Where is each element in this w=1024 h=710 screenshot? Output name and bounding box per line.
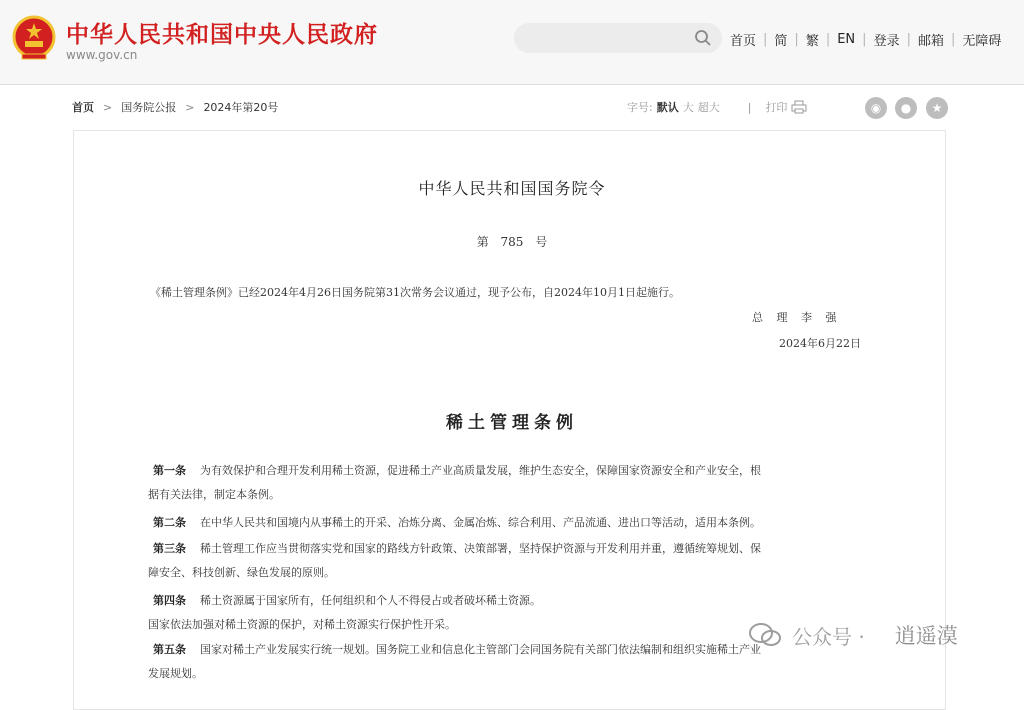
signatory: 总 理 李 强	[752, 311, 837, 324]
font-size-default[interactable]: 默认	[656, 101, 679, 114]
nav-divider: |	[794, 32, 799, 47]
nav-login[interactable]: 登录	[873, 34, 900, 49]
font-size-label: 字号:	[627, 101, 653, 114]
tools-divider: |	[747, 100, 752, 114]
site-header	[0, 0, 1024, 85]
watermark-account: 逍遥漠	[894, 624, 958, 648]
nav-divider: |	[825, 32, 831, 47]
article-1	[148, 459, 893, 507]
breadcrumb-home[interactable]: 首页	[72, 101, 94, 114]
nav-divider: |	[763, 32, 768, 47]
article-2	[153, 511, 893, 535]
article-text: 稀土资源属于国家所有，任何组织和个人不得侵占或者破坏稀土资源。	[200, 594, 541, 607]
article-3	[148, 537, 893, 585]
nav-divider: |	[862, 32, 867, 47]
article-number: 第二条	[153, 516, 186, 529]
search-icon[interactable]	[694, 29, 712, 47]
font-size-xlarge[interactable]: 超大	[697, 101, 720, 114]
favorite-star-icon[interactable]: ★	[926, 97, 948, 119]
nav-english[interactable]: EN	[837, 32, 856, 47]
site-domain: www.gov.cn	[66, 48, 138, 62]
wechat-share-icon[interactable]: ●	[895, 97, 917, 119]
nav-divider: |	[906, 32, 911, 47]
article-text: 在中华人民共和国境内从事稀土的开采、冶炼分离、金属冶炼、综合利用、产品流通、进出口等活动，适用本条例。	[200, 516, 761, 529]
nav-divider: |	[950, 32, 956, 47]
nav-simplified[interactable]: 简	[774, 34, 788, 49]
national-emblem-icon[interactable]	[12, 14, 56, 62]
top-nav	[730, 30, 1001, 49]
wechat-watermark	[748, 620, 958, 650]
watermark-label: 公众号 ·	[792, 624, 865, 649]
article-text: 据有关法律，制定本条例。	[148, 488, 280, 501]
article-tools	[627, 99, 807, 115]
article-number: 第五条	[153, 643, 186, 656]
breadcrumb-gazette[interactable]: 国务院公报	[121, 101, 177, 114]
breadcrumb-issue[interactable]: 2024年第20号	[203, 101, 279, 114]
article-text: 为有效保护和合理开发利用稀土资源，促进稀土产业高质量发展，维护生态安全，保障国家资源安全和产业安全，根	[200, 464, 761, 477]
nav-mailbox[interactable]: 邮箱	[917, 34, 944, 49]
site-title[interactable]: 中华人民共和国中央人民政府	[66, 22, 378, 48]
article-number: 第三条	[153, 542, 186, 555]
nav-accessibility[interactable]: 无障碍	[962, 34, 1002, 49]
signature-date: 2024年6月22日	[779, 337, 861, 350]
print-label[interactable]: 打印	[765, 101, 788, 114]
chevron-right-icon: >	[103, 100, 113, 114]
breadcrumb	[72, 99, 278, 115]
nav-home[interactable]: 首页	[730, 34, 757, 49]
document-title: 中华人民共和国国务院令	[418, 179, 606, 198]
wechat-icon	[748, 622, 782, 648]
article-text: 障安全、科技创新、绿色发展的原则。	[148, 566, 335, 579]
regulation-title: 稀土管理条例	[446, 413, 578, 433]
article-text: 国家对稀土产业发展实行统一规划。国务院工业和信息化主管部门会同国务院有关部门依法编制和组织实施稀土产业	[200, 643, 761, 656]
article-number: 第四条	[153, 594, 186, 607]
article-number: 第一条	[153, 464, 186, 477]
font-size-large[interactable]: 大	[682, 101, 694, 114]
chevron-right-icon: >	[185, 100, 195, 114]
article-text: 发展规划。	[148, 667, 203, 680]
search-input[interactable]	[514, 23, 722, 53]
nav-traditional[interactable]: 繁	[805, 34, 819, 49]
article-text: 稀土管理工作应当贯彻落实党和国家的路线方针政策、决策部署，坚持保护资源与开发利用并重，遵循统筹规划、保	[200, 542, 761, 555]
order-number: 第 785 号	[476, 235, 548, 249]
print-icon[interactable]	[791, 100, 807, 114]
promulgation-text: 《稀土管理条例》已经2024年4月26日国务院第31次常务会议通过，现予公布，自2024年10月1日起施行。	[150, 286, 680, 299]
article-text: 国家依法加强对稀土资源的保护，对稀土资源实行保护性开采。	[148, 618, 456, 631]
weibo-share-icon[interactable]: ◉	[865, 97, 887, 119]
